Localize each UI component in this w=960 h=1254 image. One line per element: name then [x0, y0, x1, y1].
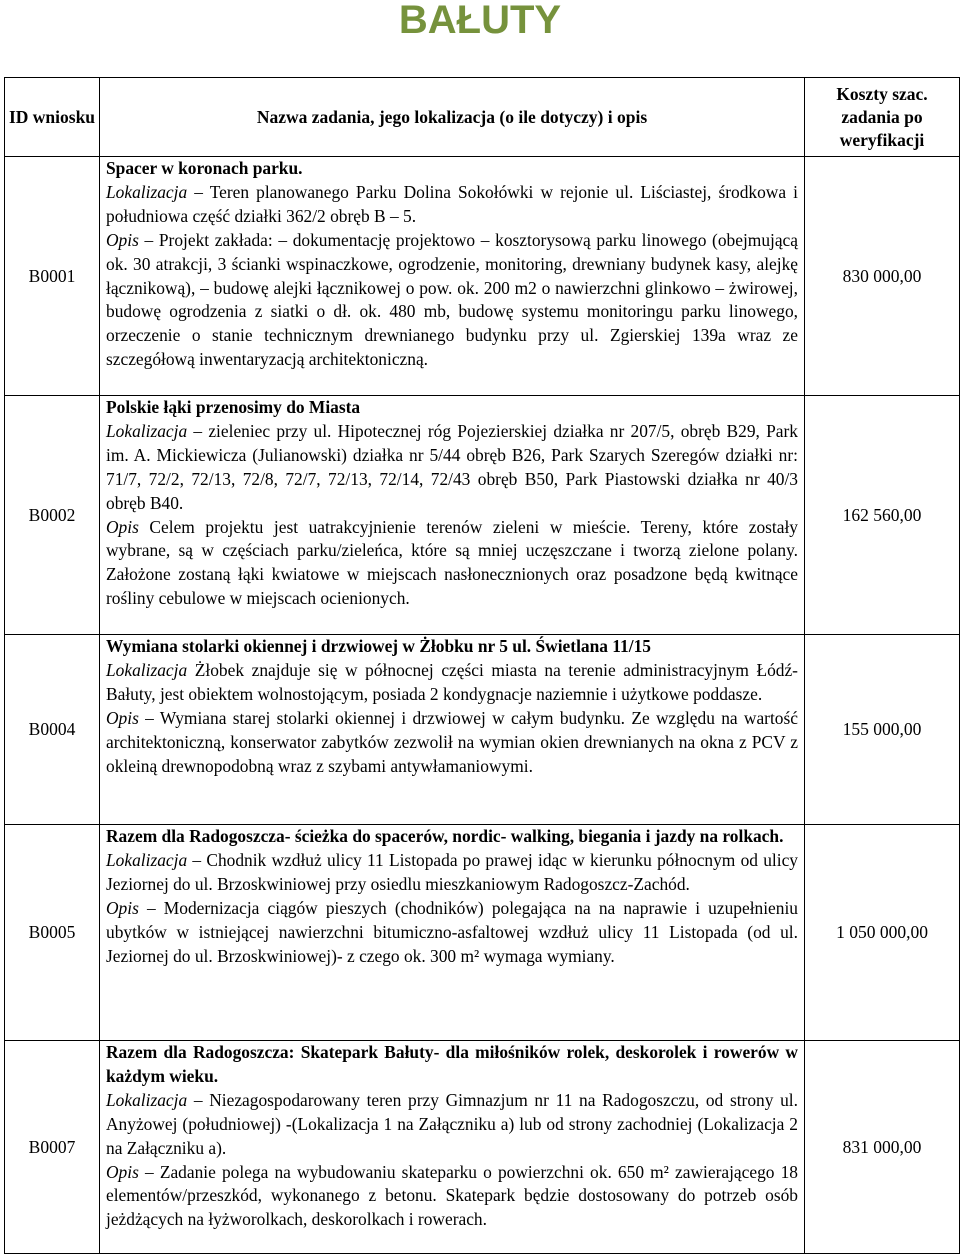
task-description: [106, 229, 798, 372]
description-label: Opis: [106, 897, 139, 918]
row-id: B0004: [5, 635, 100, 825]
row-cost: 155 000,00: [805, 635, 960, 825]
row-cost: 162 560,00: [805, 396, 960, 635]
location-label: Lokalizacja: [106, 659, 188, 680]
row-id: B0002: [5, 396, 100, 635]
table-row: [5, 157, 960, 396]
row-cost: 830 000,00: [805, 157, 960, 396]
task-location: [106, 659, 798, 707]
task-name: Razem dla Radogoszcza: Skatepark Bałuty- dla miłośników rolek, deskorolek i rowerów w każdym wieku.: [106, 1042, 798, 1086]
task-description: [106, 1161, 798, 1233]
location-text: – Teren planowanego Parku Dolina Sokołówki w rejonie ul. Liściastej, środkowa i południowa część działki 362/2 obręb B – 5.: [106, 181, 799, 226]
table-row: [5, 1041, 960, 1254]
task-name: Spacer w koronach parku.: [106, 158, 303, 178]
task-description: [106, 707, 798, 779]
description-text: Celem projektu jest uatrakcyjnienie terenów zieleni w mieście. Tereny, które zostały wybrane, są w częściach parku/zieleńca, które są mniej uczęszczane i tworzą zielone polany. Założone zostaną łąki kwiatowe w miejscach nasłonecznionych oraz posadzone będą kwitnące rośliny cebulowe w miejscach ocienionych.: [106, 516, 798, 609]
description-label: Opis: [106, 229, 139, 250]
header-id: ID wniosku: [5, 78, 100, 157]
header-name: Nazwa zadania, jego lokalizacja (o ile dotyczy) i opis: [100, 78, 805, 157]
task-location: [106, 849, 798, 897]
task-location: [106, 420, 798, 516]
task-name: Polskie łąki przenosimy do Miasta: [106, 397, 361, 417]
description-label: Opis: [106, 707, 139, 728]
row-id: B0007: [5, 1041, 100, 1254]
location-label: Lokalizacja: [106, 420, 188, 441]
task-location: [106, 181, 798, 229]
location-text: Żłobek znajduje się w północnej części miasta na terenie administracyjnym Łódź- Bałuty, jest obiektem wolnostojącym, posiada 2 kondygnacje naziemnie i użytkowe poddasze.: [106, 659, 798, 704]
description-text: – Wymiana starej stolarki okiennej i drzwiowej w całym budynku. Ze względu na wartość architektoniczną, konserwator zabytków zezwolił na wymian okien drewnianych na okna z PCV z okleiną drewnopodobną wraz z szybami antywłamaniowymi.: [106, 707, 798, 776]
task-name: Razem dla Radogoszcza- ścieżka do spacerów, nordic- walking, biegania i jazdy na rolkach.: [106, 826, 784, 846]
task-description: [106, 897, 798, 969]
description-text: – Projekt zakłada: – dokumentację projektowo – kosztorysową parku linowego (obejmującą ok. 30 atrakcji, 3 ścianki wspinaczkowe, ogrodzenie, monitoring, drewniany budynek kasy, alejkę łącznikową), – budowę alejki łącznikowej o pow. ok. 200 m2 o nawierzchni glinkowo – żwirowej, budowę ogrodzenia z siatki o dł. ok. 480 mb, budowę systemu monitoringu parku linowego, orzeczenie o stanie technicznym drewnianego budynku przy ul. Zgierskiej 139a wraz ze szczegółową inwentaryzacją architektoniczną.: [106, 229, 798, 370]
row-description-cell: [100, 1041, 805, 1254]
row-description-cell: [100, 396, 805, 635]
row-id: B0001: [5, 157, 100, 396]
table-row: [5, 825, 960, 1041]
row-cost: 1 050 000,00: [805, 825, 960, 1041]
row-description-cell: [100, 157, 805, 396]
location-text: – Niezagospodarowany teren przy Gimnazjum nr 11 na Radogoszczu, od strony ul. Anyżowej (południowej) -(Lokalizacja 1 na Załączniku a) lub od strony zachodniej (Lokalizacja 2 na Załączniku a).: [106, 1089, 798, 1158]
row-description-cell: [100, 635, 805, 825]
header-cost: Koszty szac. zadania po weryfikacji: [805, 78, 960, 157]
task-name: Wymiana stolarki okiennej i drzwiowej w Żłobku nr 5 ul. Świetlana 11/15: [106, 636, 651, 656]
location-label: Lokalizacja: [106, 181, 188, 202]
table-row: [5, 396, 960, 635]
row-id: B0005: [5, 825, 100, 1041]
description-text: – Modernizacja ciągów pieszych (chodników) polegająca na na naprawie i uzupełnieniu ubytków w istniejącej nawierzchni bitumiczno-asfaltowej wzdłuż ulicy 11 Listopada (od ul. Jeziornej do ul. Brzoskwiniowej)- z czego ok. 300 m² wymaga wymiany.: [106, 897, 798, 966]
location-label: Lokalizacja: [106, 849, 188, 870]
location-text: – Chodnik wzdłuż ulicy 11 Listopada po prawej idąc w kierunku północnym od ulicy Jeziornej do ul. Brzoskwiniowej przy osiedlu mieszkaniowym Radogoszcz-Zachód.: [106, 849, 798, 894]
row-cost: 831 000,00: [805, 1041, 960, 1254]
description-label: Opis: [106, 1161, 139, 1182]
projects-table: [4, 77, 960, 1254]
description-text: – Zadanie polega na wybudowaniu skateparku o powierzchni ok. 650 m² zawierającego 18 elementów/przeszkód, wykonanego z betonu. Skatepark będzie dostosowany do potrzeb osób jeżdżących na łyżworolkach, deskorolkach i rowerach.: [106, 1161, 798, 1230]
row-description-cell: [100, 825, 805, 1041]
table-header-row: [5, 78, 960, 157]
table-row: [5, 635, 960, 825]
task-description: [106, 516, 798, 612]
location-text: – zieleniec przy ul. Hipotecznej róg Pojezierskiej działka nr 207/5, obręb B29, Park im. A. Mickiewicza (Julianowski) działka nr 5/44 obręb B26, Park Szarych Szeregów działki nr: 71/7, 72/2, 72/13, 72/8, 72/7, 72/13, 72/14, 72/43 obręb B50, Park Piastowski działka nr 40/3 obręb B40.: [106, 420, 798, 513]
location-label: Lokalizacja: [106, 1089, 188, 1110]
description-label: Opis: [106, 516, 139, 537]
page-title: BAŁUTY: [398, 0, 562, 42]
task-location: [106, 1089, 798, 1161]
